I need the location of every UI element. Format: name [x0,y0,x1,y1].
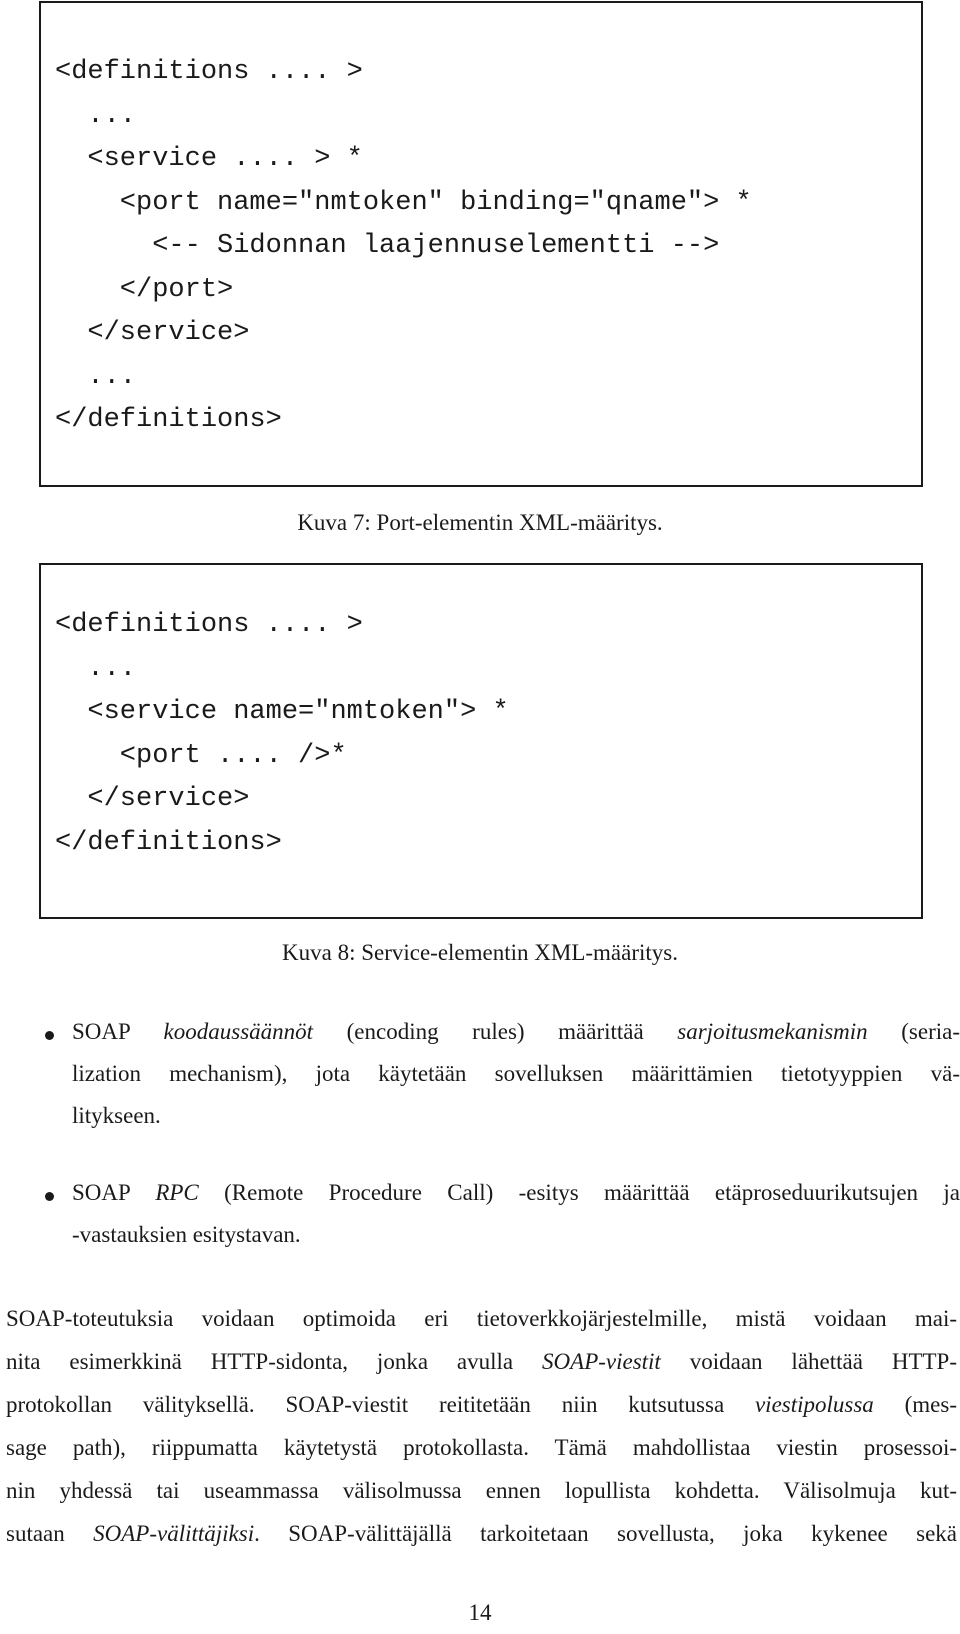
bullet-marker [45,1192,54,1201]
bullet-marker [45,1031,54,1040]
page-number: 14 [468,1600,492,1625]
code-line: </definitions> [55,405,282,435]
code-line: ... [55,653,137,684]
code-line: <service .... > * [55,144,363,174]
code-line: <port .... />* [55,740,347,771]
bullet-text-line: -vastauksien esitystavan. [72,1222,301,1247]
paragraph-line: sutaan SOAP-välittäjiksi. SOAP-välittäjällä tarkoitetaan sovellusta, joka kykenee sekä [6,1521,957,1546]
paragraph-line: nita esimerkkinä HTTP-sidonta, jonka avulla SOAP-viestit voidaan lähettää HTTP- [6,1349,957,1374]
bullet-text-line: litykseen. [72,1103,161,1128]
figure-7-code-box [39,1,923,487]
code-line: </service> [55,318,250,348]
code-line: ... [55,361,137,392]
paragraph-line: nin yhdessä tai useammassa välisolmussa ennen lopullista kohdetta. Välisolmuja kut- [6,1478,957,1503]
figure-8-code-box [39,563,923,919]
bullet-text-line: SOAP koodaussäännöt (encoding rules) määrittää sarjoitusmekanismin (seria- [72,1019,960,1044]
code-line: </port> [55,274,234,305]
paragraph-line: protokollan välityksellä. SOAP-viestit reititetään niin kutsutussa viestipolussa (mes- [6,1392,957,1417]
figure-7-caption: Kuva 7: Port-elementin XML-määritys. [297,510,663,535]
bullet-text-line: lization mechanism), jota käytetään sovelluksen määrittämien tietotyyppien vä- [72,1061,960,1086]
code-line: <service name="nmtoken"> * [55,697,509,727]
bullet-text-line: SOAP RPC (Remote Procedure Call) -esitys määrittää etäproseduurikutsujen ja [72,1180,960,1205]
code-line: <port name="nmtoken" binding="qname"> * [55,187,752,218]
code-line: </service> [55,784,250,814]
code-line: <definitions .... > [55,610,363,640]
figure-8-caption: Kuva 8: Service-elementin XML-määritys. [282,940,678,965]
paragraph-line: sage path), riippumatta käytetystä protokollasta. Tämä mahdollistaa viestin prosessoi- [6,1435,957,1460]
code-line: <-- Sidonnan laajennuselementti --> [55,231,720,261]
paragraph-line: SOAP-toteutuksia voidaan optimoida eri tietoverkkojärjestelmille, mistä voidaan mai- [6,1306,957,1331]
code-line: <definitions .... > [55,57,363,87]
code-line: </definitions> [55,827,282,858]
code-line: ... [55,100,137,131]
